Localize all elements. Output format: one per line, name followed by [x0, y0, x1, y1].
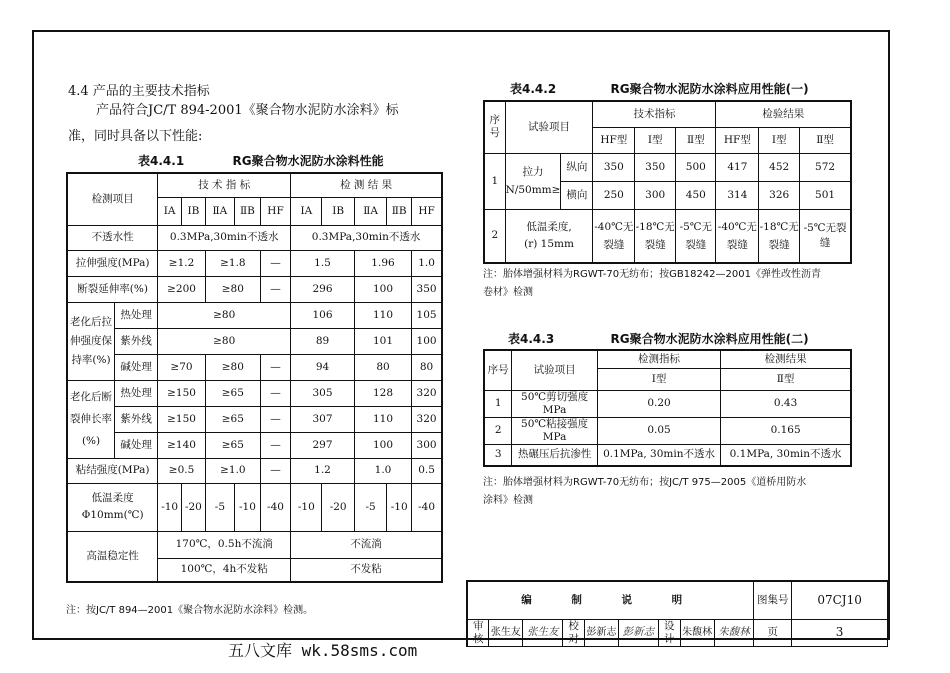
table1-cell: 不流淌: [291, 531, 442, 558]
table1-cell: -40: [260, 483, 290, 531]
table3-cell: 0.165: [721, 417, 851, 444]
table1-row-label: 拉伸强度(MPa): [67, 250, 158, 276]
table2-type: HF型: [716, 127, 759, 153]
table2-row-item-2: (r) 15mm: [524, 237, 574, 250]
table3-note-line2: 涂料》检测: [483, 495, 533, 506]
titleblock-page-label: 页: [754, 619, 792, 646]
table1-cell: ≥0.5: [158, 458, 206, 483]
table3-row-item: 50℃粘接强度MPa: [512, 417, 598, 444]
table1-cell: 1.96: [354, 250, 411, 276]
table2-type: Ⅱ型: [800, 127, 851, 153]
titleblock-page-no: 3: [792, 619, 888, 646]
table1-lowtemp-label-2: Φ10mm(℃): [81, 509, 144, 521]
titleblock-atlas-no: 07CJ10: [792, 581, 888, 619]
table1-cell: —: [260, 354, 290, 380]
table1-cell: 320: [412, 406, 442, 432]
table1-cell: 300: [412, 432, 442, 458]
table1-cell: —: [260, 432, 290, 458]
table1-cell: -5: [354, 483, 386, 531]
section-title: 4.4 产品的主要技术指标: [68, 84, 210, 99]
table1-cell: ≥80: [205, 276, 260, 302]
table3-row-no: 2: [484, 417, 512, 444]
table2-header-spec: 技术指标: [593, 101, 716, 127]
table1-type: ⅠA: [158, 197, 182, 225]
table1-header-item: 检测项目: [67, 173, 158, 225]
table1-cell: 100: [354, 276, 411, 302]
table1-cell: ≥1.2: [158, 250, 206, 276]
table3-header-result: 检测结果: [721, 350, 851, 368]
table2-title: RG聚合物水泥防水涂料应用性能(一): [610, 82, 809, 96]
table3: [483, 349, 852, 467]
table1-cell: 1.2: [291, 458, 355, 483]
table1-sub-label: 碱处理: [115, 432, 158, 458]
table3-header-spec: 检测指标: [597, 350, 720, 368]
table2-row-no: 1: [484, 153, 505, 209]
table2-cell: 452: [759, 153, 800, 181]
table2-cell: -5℃无裂缝: [676, 209, 716, 263]
table1-cell: ≥80: [158, 328, 291, 354]
table1-number: 表4.4.1: [138, 154, 185, 168]
table3-row-item: 50℃剪切强度MPa: [512, 390, 598, 417]
table1-cell: -10: [234, 483, 260, 531]
table1-cell: -20: [322, 483, 354, 531]
table2-cell: -5℃无裂缝: [800, 209, 851, 263]
table1-cell: 305: [291, 380, 355, 406]
table3-cell: 0.1MPa, 30min不透水: [721, 444, 851, 466]
table1-cell: ≥140: [158, 432, 206, 458]
table1-cell: -5: [205, 483, 234, 531]
table3-cell: 0.20: [597, 390, 720, 417]
table1-cell: 320: [412, 380, 442, 406]
table3-cell: 0.1MPa, 30min不透水: [597, 444, 720, 466]
table1-row-label: 粘结强度(MPa): [67, 458, 158, 483]
table1-cell: —: [260, 458, 290, 483]
titleblock-check-signature: 彭新志: [618, 619, 658, 646]
table1-cell: —: [260, 406, 290, 432]
table1-cell: -20: [182, 483, 206, 531]
table2-type: Ⅰ型: [759, 127, 800, 153]
table1-cell: —: [260, 380, 290, 406]
titleblock-atlas-label: 图集号: [754, 581, 792, 619]
titleblock-check-label: 校对: [563, 619, 585, 646]
table1-type: ⅠA: [291, 197, 322, 225]
table1-sub-label: 紫外线: [115, 406, 158, 432]
table1-cell: -10: [291, 483, 322, 531]
watermark: 五八文库 wk.58sms.com: [228, 641, 418, 660]
table2-note: [483, 266, 821, 302]
table1: [66, 172, 443, 583]
table2-cell: 300: [635, 181, 676, 209]
table2-cell: 572: [800, 153, 851, 181]
table3-caption: [508, 330, 809, 347]
table1-cell: ≥1.8: [205, 250, 260, 276]
table1-row-label: 高温稳定性: [67, 531, 158, 582]
table1-cell: ≥80: [158, 302, 291, 328]
table2-header-no: 序号: [484, 101, 505, 153]
table2-row-no: 2: [484, 209, 505, 263]
table1-cell: 80: [412, 354, 442, 380]
table1-cell: -10: [158, 483, 182, 531]
table2-sub-label: 横向: [561, 181, 593, 209]
table3-title: RG聚合物水泥防水涂料应用性能(二): [610, 332, 809, 346]
table1-cell: —: [260, 250, 290, 276]
table1-cell: 1.5: [291, 250, 355, 276]
table1-cell: 100℃，4h不发粘: [158, 558, 291, 582]
titleblock-review-name: 张生友: [489, 619, 523, 646]
table1-cell: -40: [412, 483, 442, 531]
table2-header-result: 检验结果: [716, 101, 851, 127]
table3-note-line1: 注：胎体增强材料为RGWT-70无纺布；按JC/T 975—2005《道桥用防水: [483, 477, 807, 488]
table1-cell: ≥200: [158, 276, 206, 302]
table1-cell: 0.5: [412, 458, 442, 483]
table1-row-label: 不透水性: [67, 225, 158, 250]
table3-header-item: 试验项目: [512, 350, 598, 390]
table3-row-item: 热碾压后抗渗性: [512, 444, 598, 466]
table1-type: ⅡB: [387, 197, 412, 225]
table1-cell: 94: [291, 354, 355, 380]
table1-cell: 不发粘: [291, 558, 442, 582]
table1-type: ⅠB: [182, 197, 206, 225]
table2-cell: 501: [800, 181, 851, 209]
table2-row-item: 拉力 N/50mm≥: [505, 153, 561, 209]
table1-type: ⅡA: [205, 197, 234, 225]
table1-cell: ≥65: [205, 406, 260, 432]
table3-cell: 0.43: [721, 390, 851, 417]
table3-number: 表4.4.3: [508, 332, 555, 346]
table2-type: Ⅱ型: [676, 127, 716, 153]
table1-cell: 350: [412, 276, 442, 302]
table1-cell: 106: [291, 302, 355, 328]
table1-cell: ≥80: [205, 354, 260, 380]
table2-cell: 450: [676, 181, 716, 209]
table2-cell: 326: [759, 181, 800, 209]
table1-sub-label: 碱处理: [115, 354, 158, 380]
table1-cell: ≥65: [205, 380, 260, 406]
table1-sub-label: 热处理: [115, 302, 158, 328]
table1-break-label: 老化后断裂伸长率(%): [67, 380, 115, 458]
titleblock-review-signature: 张生友: [523, 619, 563, 646]
titleblock-design-name: 朱馥林: [680, 619, 714, 646]
table2-cell: 250: [593, 181, 635, 209]
table1-cell: 110: [354, 302, 411, 328]
table1-type: HF: [412, 197, 442, 225]
table1-cell: 89: [291, 328, 355, 354]
table1-cell: 101: [354, 328, 411, 354]
table2-cell: 350: [593, 153, 635, 181]
titleblock-review-label: 审核: [467, 619, 489, 646]
table1-type: ⅠB: [322, 197, 354, 225]
section-paragraph-2: 准，同时具备以下性能:: [68, 129, 203, 144]
table2-cell: -18℃无裂缝: [759, 209, 800, 263]
table1-cell: 105: [412, 302, 442, 328]
table1-cell: 1.0: [354, 458, 411, 483]
table2-note-line2: 卷材》检测: [483, 287, 533, 298]
table2-row-item: [505, 209, 593, 263]
table1-cell: 296: [291, 276, 355, 302]
table1-sub-label: 热处理: [115, 380, 158, 406]
table1-note: 注：按JC/T 894—2001《聚合物水泥防水涂料》检测。: [66, 605, 314, 616]
titleblock-heading: 编 制 说 明: [467, 581, 754, 619]
table2-type: HF型: [593, 127, 635, 153]
table1-cell: 170℃，0.5h不流淌: [158, 531, 291, 558]
table2-cell: 314: [716, 181, 759, 209]
table2-row-item-1: 低温柔度,: [526, 220, 572, 233]
table1-type: ⅡA: [354, 197, 386, 225]
table2-header-item: 试验项目: [505, 101, 593, 153]
table1-header-result: 检 测 结 果: [291, 173, 442, 197]
table1-cell: ≥150: [158, 380, 206, 406]
table1-cell: 0.3MPa,30min不透水: [158, 225, 291, 250]
table3-row-no: 3: [484, 444, 512, 466]
table1-type: HF: [260, 197, 290, 225]
table1-lowtemp-label-1: 低温柔度: [91, 492, 134, 504]
titleblock-design-label: 设计: [658, 619, 680, 646]
table3-type: Ⅰ型: [597, 368, 720, 390]
table1-caption: [138, 152, 384, 169]
table2-cell: 417: [716, 153, 759, 181]
table1-cell: 0.3MPa,30min不透水: [291, 225, 442, 250]
table1-cell: —: [260, 276, 290, 302]
table2-cell: 350: [635, 153, 676, 181]
table1-row-label: 断裂延伸率(%): [67, 276, 158, 302]
table1-cell: ≥1.0: [205, 458, 260, 483]
table2-cell: -40℃无裂缝: [593, 209, 635, 263]
table2-number: 表4.4.2: [510, 82, 557, 96]
table1-cell: 128: [354, 380, 411, 406]
table3-note: [483, 474, 806, 510]
section-paragraph-1: 产品符合JC/T 894-2001《聚合物水泥防水涂料》标: [96, 103, 399, 118]
table2-type: Ⅰ型: [635, 127, 676, 153]
table2-sub-label: 纵向: [561, 153, 593, 181]
table1-lowtemp-label: [67, 483, 158, 531]
table1-cell: -10: [387, 483, 412, 531]
table2-caption: [510, 80, 809, 97]
table1-cell: ≥65: [205, 432, 260, 458]
table1-cell: 110: [354, 406, 411, 432]
table3-row-no: 1: [484, 390, 512, 417]
table1-sub-label: 紫外线: [115, 328, 158, 354]
titleblock-design-signature: 朱馥林: [714, 619, 754, 646]
table1-cell: 1.0: [412, 250, 442, 276]
table1-title: RG聚合物水泥防水涂料性能: [232, 154, 384, 168]
table1-header-spec: 技 术 指 标: [158, 173, 291, 197]
table1-aging-label: 老化后拉伸强度保持率(%): [67, 302, 115, 380]
table3-header-no: 序号: [484, 350, 512, 390]
table2-cell: -18℃无裂缝: [635, 209, 676, 263]
table1-cell: ≥70: [158, 354, 206, 380]
table1-cell: ≥150: [158, 406, 206, 432]
table1-cell: 80: [354, 354, 411, 380]
title-block: [466, 580, 888, 647]
table1-cell: 297: [291, 432, 355, 458]
table2-cell: -40℃无裂缝: [716, 209, 759, 263]
titleblock-check-name: 彭新志: [585, 619, 619, 646]
table3-cell: 0.05: [597, 417, 720, 444]
table1-cell: 100: [354, 432, 411, 458]
table1-cell: 100: [412, 328, 442, 354]
table2-cell: 500: [676, 153, 716, 181]
table2-note-line1: 注：胎体增强材料为RGWT-70无纺布；按GB18242—2001《弹性改性沥青: [483, 269, 821, 280]
table3-type: Ⅱ型: [721, 368, 851, 390]
table1-type: ⅡB: [234, 197, 260, 225]
table2: [483, 100, 852, 264]
table1-cell: 307: [291, 406, 355, 432]
